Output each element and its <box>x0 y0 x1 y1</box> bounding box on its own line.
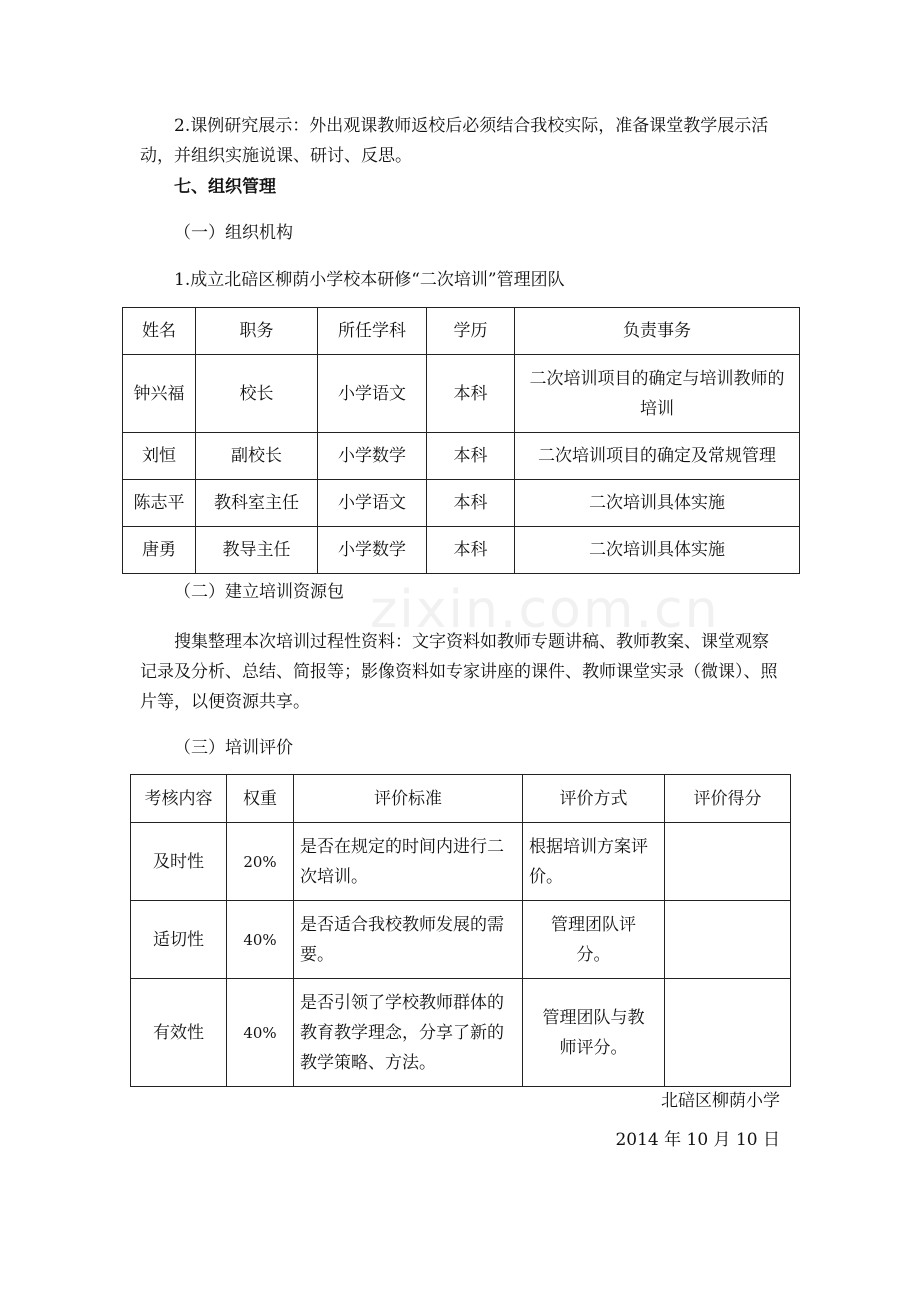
section-heading: 七、组织管理 <box>174 177 276 197</box>
table-cell: 适切性 <box>131 901 227 979</box>
team-table <box>122 307 800 574</box>
signature-date: 2014 年 10 月 10 日 <box>615 1130 780 1150</box>
resources-paragraph: 搜集整理本次培训过程性资料：文字资料如教师专题讲稿、教师教案、课堂观察记录及分析、总结、简报等；影像资料如专家讲座的课件、教师课堂实录（微课）、照片等，以便资源共享。 <box>140 632 778 712</box>
header-cell: 姓名 <box>123 308 196 355</box>
header-cell: 评价方式 <box>523 775 665 823</box>
table-cell: 陈志平 <box>123 480 196 527</box>
table-cell: 是否在规定的时间内进行二次培训。 <box>294 823 523 901</box>
table-cell: 刘恒 <box>123 433 196 480</box>
table-row <box>123 433 800 480</box>
table-row <box>123 480 800 527</box>
table-cell: 本科 <box>427 355 515 433</box>
table-cell: 教科室主任 <box>196 480 318 527</box>
table-cell: 20% <box>227 823 294 901</box>
table-row <box>131 901 791 979</box>
header-cell: 职务 <box>196 308 318 355</box>
header-cell: 考核内容 <box>131 775 227 823</box>
table-cell <box>665 979 791 1087</box>
table-cell: 管理团队评分。 <box>523 901 665 979</box>
table-row <box>131 979 791 1087</box>
table-cell: 本科 <box>427 433 515 480</box>
table-row <box>123 527 800 574</box>
watermark: zixin.com.cn <box>370 580 720 640</box>
subsection-heading-resources: （二）建立培训资源包 <box>174 582 344 602</box>
table-header-row <box>123 308 800 355</box>
header-cell: 负责事务 <box>515 308 800 355</box>
table-cell: 二次培训具体实施 <box>515 527 800 574</box>
table-cell: 小学语文 <box>318 355 427 433</box>
header-cell: 评价得分 <box>665 775 791 823</box>
table-cell: 二次培训具体实施 <box>515 480 800 527</box>
table-cell: 40% <box>227 979 294 1087</box>
subsection-heading-evaluation: （三）培训评价 <box>174 738 293 758</box>
table-cell: 及时性 <box>131 823 227 901</box>
table-cell <box>665 823 791 901</box>
table-row <box>131 823 791 901</box>
table-cell: 是否适合我校教师发展的需要。 <box>294 901 523 979</box>
signature-school: 北碚区柳荫小学 <box>661 1091 780 1111</box>
header-cell: 学历 <box>427 308 515 355</box>
table-header-row <box>131 775 791 823</box>
table-cell: 有效性 <box>131 979 227 1087</box>
table-cell: 二次培训项目的确定与培训教师的培训 <box>515 355 800 433</box>
case-study-paragraph: 2.课例研究展示：外出观课教师返校后必须结合我校实际，准备课堂教学展示活动，并组织实施说课、研讨、反思。 <box>140 116 769 166</box>
header-cell: 所任学科 <box>318 308 427 355</box>
table-row <box>123 355 800 433</box>
item-team-title: 1.成立北碚区柳荫小学校本研修“二次培训”管理团队 <box>174 270 565 290</box>
table-cell: 钟兴福 <box>123 355 196 433</box>
table-cell: 小学语文 <box>318 480 427 527</box>
table-cell: 是否引领了学校教师群体的教育教学理念，分享了新的教学策略、方法。 <box>294 979 523 1087</box>
evaluation-table <box>130 774 791 1087</box>
table-cell: 根据培训方案评价。 <box>523 823 665 901</box>
subsection-heading-org: （一）组织机构 <box>174 223 293 243</box>
table-cell <box>665 901 791 979</box>
header-cell: 权重 <box>227 775 294 823</box>
table-cell: 唐勇 <box>123 527 196 574</box>
table-cell: 校长 <box>196 355 318 433</box>
table-cell: 小学数学 <box>318 527 427 574</box>
table-cell: 本科 <box>427 527 515 574</box>
table-cell: 教导主任 <box>196 527 318 574</box>
table-cell: 40% <box>227 901 294 979</box>
table-cell: 副校长 <box>196 433 318 480</box>
table-cell: 小学数学 <box>318 433 427 480</box>
table-cell: 管理团队与教师评分。 <box>523 979 665 1087</box>
table-cell: 二次培训项目的确定及常规管理 <box>515 433 800 480</box>
table-cell: 本科 <box>427 480 515 527</box>
header-cell: 评价标准 <box>294 775 523 823</box>
